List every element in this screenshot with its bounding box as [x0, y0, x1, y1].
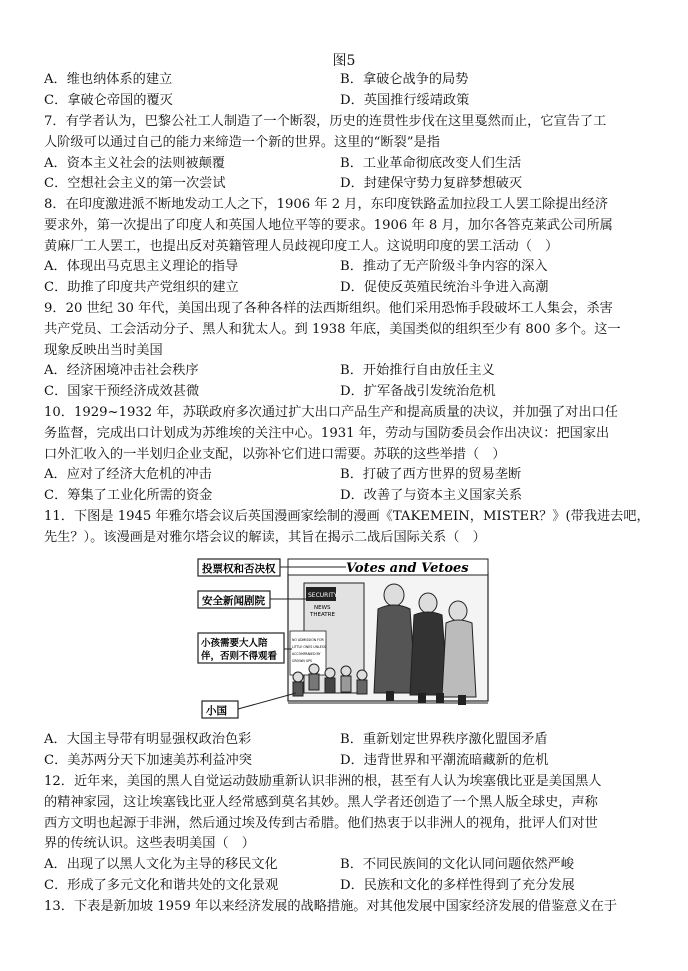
q7-stem-line: 7．有学者认为，巴黎公社工人制造了一个断裂，历史的连贯性步伐在这里戛然而止，它宣告了工	[44, 114, 607, 129]
q10-option-b[interactable]: B．打破了西方世界的贸易垄断	[340, 467, 522, 483]
q7-option-b[interactable]: B．工业革命彻底改变人们生活	[340, 155, 522, 171]
question-13	[44, 897, 650, 918]
q10-stem-line: 务监督，完成出口计划成为苏维埃的关注中心。1931 年，劳动与国防委员会作出决议：把国家出	[44, 425, 610, 441]
q8-option-a[interactable]: A．体现出马克思主义理论的指导	[44, 259, 239, 275]
building-sign-security: SECURITY	[308, 592, 338, 599]
q12-option-b[interactable]: B．不同民族间的文化认同问题依然严峻	[340, 857, 574, 873]
building-sign-news: NEWS	[314, 605, 331, 611]
question-11	[44, 507, 650, 549]
q11-option-b[interactable]: B．重新划定世界秩序激化盟国矛盾	[340, 732, 548, 747]
question-7	[44, 112, 650, 195]
q11-option-c[interactable]: C．美苏两分天下加速美苏利益冲突	[44, 752, 252, 768]
q8-option-b[interactable]: B．推动了无产阶级斗争内容的深入	[340, 259, 548, 275]
q11-option-a[interactable]: A．大国主导带有明显强权政治色彩	[44, 732, 252, 747]
question-10	[44, 403, 650, 507]
q9-stem-line: 共产党员、工会活动分子、黑人和犹太人。到 1938 年底，美国类似的组织至少有 800 多个。这一	[44, 321, 621, 337]
q7-stem-line: 人阶级可以通过自己的能力来缔造一个新的世界。这里的“断裂”是指	[44, 134, 440, 150]
q12-option-c[interactable]: C．形成了多元文化和谐共处的文化景观	[44, 877, 279, 893]
question-9	[44, 299, 650, 403]
q8-stem-line: 要求外，第一次提出了印度人和英国人地位平等的要求。1906 年 8 月，加尔各答克莱武公司所属	[44, 217, 613, 233]
q9-option-c[interactable]: C．国家干预经济成效甚微	[44, 384, 200, 400]
poster-text: NO ADMISSION FOR	[292, 638, 324, 642]
q8-option-d[interactable]: D．促使反英殖民统治斗争进入高潮	[340, 280, 549, 296]
great-powers-figures	[374, 584, 476, 705]
label-children-note: 伴，否则不得观看	[201, 651, 278, 662]
q10-stem-line: 口外汇收入的一半划归企业支配，以弥补它们进口需要。苏联的这些举措（ ）	[44, 446, 506, 462]
q6-option-b[interactable]: B．拿破仑战争的局势	[340, 72, 469, 87]
question-8	[44, 195, 650, 299]
q7-option-a[interactable]: A．资本主义社会的法则被颠覆	[44, 155, 225, 171]
q11-options	[44, 730, 650, 772]
q9-option-a[interactable]: A．经济困境冲击社会秩序	[44, 363, 199, 379]
label-children-note: 小孩需要大人陪	[201, 638, 268, 649]
building-sign-theatre: THEATRE	[310, 612, 335, 618]
label-security-theatre: 安全新闻剧院	[202, 595, 265, 607]
q12-stem-line: 12．近年来，美国的黑人自觉运动鼓励重新认识非洲的根，甚至有人认为埃塞俄比亚是美国黑人	[44, 774, 602, 789]
q10-option-c[interactable]: C．筹集了工业化所需的资金	[44, 488, 213, 504]
sign-votes-vetoes: Votes and Vetoes	[346, 561, 469, 576]
q6-option-a[interactable]: A．维也纳体系的建立	[44, 72, 173, 87]
question-12	[44, 772, 650, 897]
q11-option-d[interactable]: D．违背世界和平潮流暗藏新的危机	[340, 752, 549, 768]
q7-option-d[interactable]: D．封建保守势力复辟梦想破灭	[340, 176, 523, 192]
q10-stem-line: 10．1929~1932 年，苏联政府多次通过扩大出口产品生产和提高质量的决议，并加强了对出口任	[44, 405, 618, 420]
q13-stem-line: 13．下表是新加坡 1959 年以来经济发展的战略措施。对其他发展中国家经济发展的借鉴意义在于	[44, 899, 618, 914]
poster-text: LITTLE ONES UNLESS	[292, 645, 326, 649]
q6-option-d[interactable]: D．英国推行绥靖政策	[340, 92, 470, 108]
q9-option-d[interactable]: D．扩军备战引发统治危机	[340, 384, 496, 400]
q11-stem-line: 11．下图是 1945 年雅尔塔会议后英国漫画家绘制的漫画《TAKEMEIN，MISTER？》(带我进去吧，	[44, 509, 650, 524]
q9-stem-line: 现象反映出当时美国	[44, 342, 163, 358]
q8-stem-line: 黄麻厂工人罢工，也提出反对英籍管理人员歧视印度工人。这说明印度的罢工活动（ ）	[44, 238, 559, 254]
poster-text: GROWN UPS	[292, 659, 313, 663]
q6-options	[44, 70, 650, 112]
yalta-cartoon-image	[196, 553, 496, 723]
q9-stem-line: 9．20 世纪 30 年代，美国出现了各种各样的法西斯组织。他们采用恐怖手段破坏工人集会，杀害	[44, 301, 613, 316]
label-small-nations: 小国	[206, 705, 227, 717]
q10-option-a[interactable]: A．应对了经济大危机的冲击	[44, 467, 212, 483]
poster-text: ACCOMPANIED BY	[292, 652, 321, 656]
q8-option-c[interactable]: C．助推了印度共产党组织的建立	[44, 280, 239, 296]
q12-option-d[interactable]: D．民族和文化的多样性得到了充分发展	[340, 877, 575, 893]
q9-option-b[interactable]: B．开始推行自由放任主义	[340, 363, 495, 379]
q8-stem-line: 8．在印度激进派不断地发动工人之下，1906 年 2 月，东印度铁路孟加拉段工人罢工除提出经济	[44, 197, 609, 212]
q12-option-a[interactable]: A．出现了以黑人文化为主导的移民文化	[44, 857, 278, 873]
q10-option-d[interactable]: D．改善了与资本主义国家关系	[340, 488, 523, 504]
q6-option-c[interactable]: C．拿破仑帝国的覆灭	[44, 92, 173, 108]
q12-stem-line: 界的传统认识。这些表明美国（ ）	[44, 836, 255, 852]
label-votes-vetoes: 投票权和否决权	[202, 563, 276, 575]
q12-stem-line: 的精神家园，这让埃塞钱比亚人经常感到莫名其妙。黑人学者还创造了一个黑人版全球史，声称	[44, 794, 598, 810]
q7-option-c[interactable]: C．空想社会主义的第一次尝试	[44, 176, 226, 192]
q12-stem-line: 西方文明也起源于非洲，然后通过埃及传到古希腊。他们热衷于以非洲人的视角，批评人们对世	[44, 815, 598, 831]
figure-caption: 图5	[332, 53, 356, 69]
q11-stem-line: 先生？）。该漫画是对雅尔塔会议的解读，其旨在揭示二战后国际关系（ ）	[44, 529, 486, 545]
